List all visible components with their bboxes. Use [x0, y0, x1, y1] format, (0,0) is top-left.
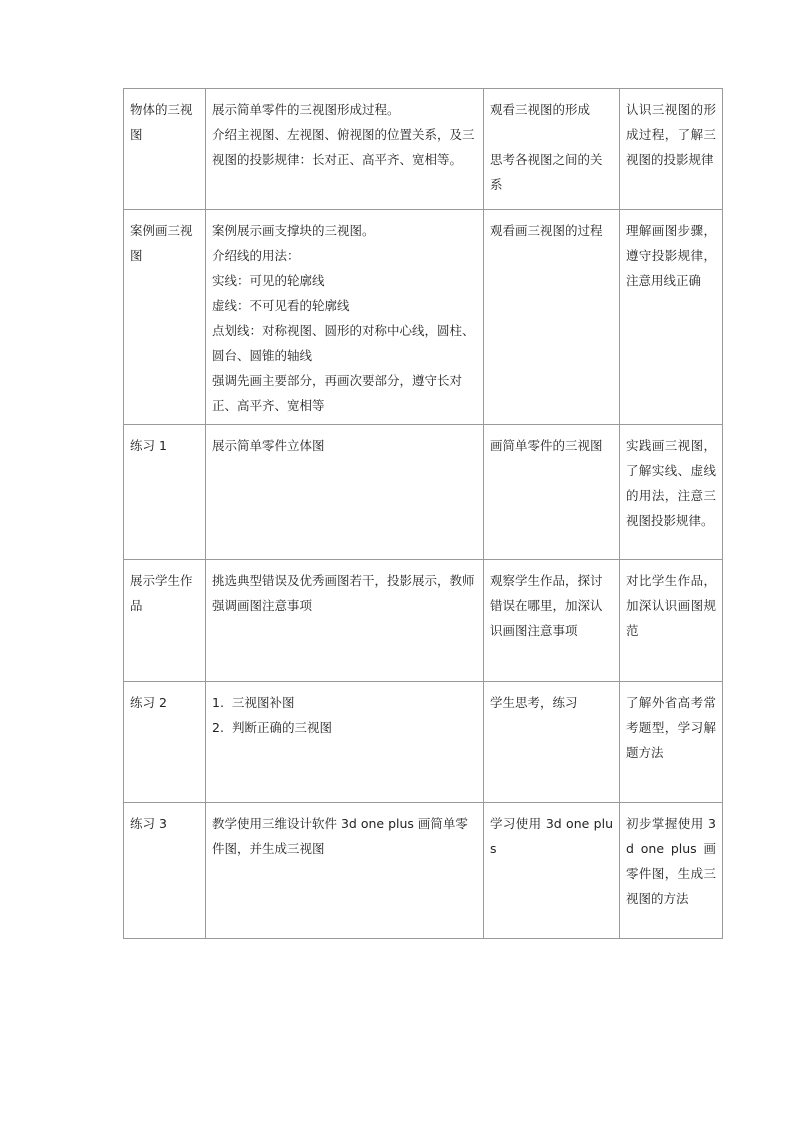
teacher-activity-cell: 挑选典型错误及优秀画图若干，投影展示，教师强调画图注意事项 — [206, 560, 484, 682]
table-row — [124, 682, 723, 803]
table-row — [124, 803, 723, 939]
student-activity-cell: 学习使用 3d one plus — [484, 803, 620, 939]
topic-cell: 练习 3 — [124, 803, 206, 939]
student-activity-cell: 观察学生作品，探讨错误在哪里，加深认识画图注意事项 — [484, 560, 620, 682]
goal-cell: 理解画图步骤，遵守投影规律，注意用线正确 — [620, 210, 723, 425]
table-row — [124, 89, 723, 210]
student-activity-cell: 观看画三视图的过程 — [484, 210, 620, 425]
student-activity-cell: 观看三视图的形成 思考各视图之间的关系 — [484, 89, 620, 210]
topic-cell: 练习 1 — [124, 425, 206, 560]
topic-cell: 展示学生作品 — [124, 560, 206, 682]
goal-cell: 了解外省高考常考题型，学习解题方法 — [620, 682, 723, 803]
teacher-activity-cell: 展示简单零件的三视图形成过程。 介绍主视图、左视图、俯视图的位置关系，及三视图的投影规律：长对正、高平齐、宽相等。 — [206, 89, 484, 210]
table-row — [124, 560, 723, 682]
teacher-activity-cell: 案例展示画支撑块的三视图。 介绍线的用法： 实线：可见的轮廓线 虚线：不可见看的轮廓线 点划线：对称视图、圆形的对称中心线，圆柱、圆台、圆锥的轴线 强调先画主要部分，再画次要部分，遵守长对正、高平齐、宽相等 — [206, 210, 484, 425]
goal-cell: 认识三视图的形成过程，了解三视图的投影规律 — [620, 89, 723, 210]
teacher-activity-cell — [206, 682, 484, 803]
student-activity-cell: 画简单零件的三视图 — [484, 425, 620, 560]
teacher-activity-cell: 展示简单零件立体图 — [206, 425, 484, 560]
topic-cell: 练习 2 — [124, 682, 206, 803]
numbered-item: 2. 判断正确的三视图 — [212, 720, 333, 735]
table-row — [124, 425, 723, 560]
goal-cell: 对比学生作品，加深认识画图规范 — [620, 560, 723, 682]
goal-cell: 初步掌握使用 3d one plus 画零件图，生成三视图的方法 — [620, 803, 723, 939]
student-activity-cell: 学生思考，练习 — [484, 682, 620, 803]
lesson-plan-table — [123, 88, 723, 939]
goal-cell: 实践画三视图，了解实线、虚线的用法，注意三视图投影规律。 — [620, 425, 723, 560]
numbered-item: 1. 三视图补图 — [212, 695, 295, 710]
topic-cell: 物体的三视图 — [124, 89, 206, 210]
teacher-activity-cell: 教学使用三维设计软件 3d one plus 画简单零件图，并生成三视图 — [206, 803, 484, 939]
table-row — [124, 210, 723, 425]
topic-cell: 案例画三视图 — [124, 210, 206, 425]
